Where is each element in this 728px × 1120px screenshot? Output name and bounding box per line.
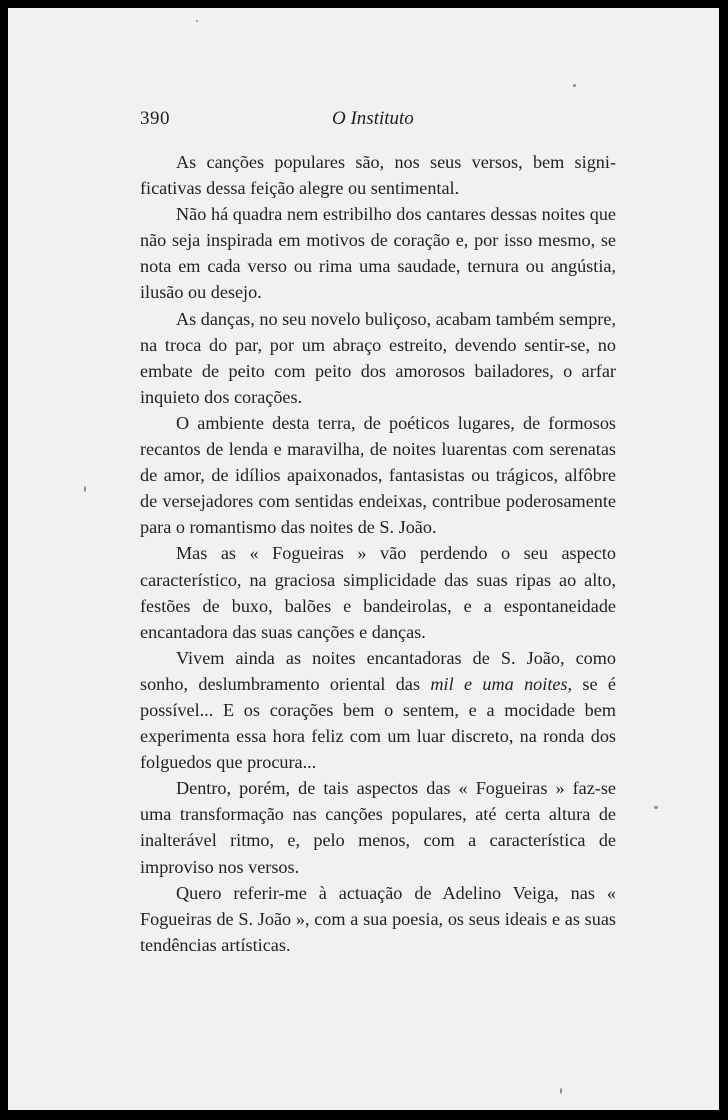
paragraph-6-after: se é possível... E os corações bem o sentem, e a mocidade bem experimenta essa hora feliz com um luar discreto, na ronda dos folguedos que procura... — [140, 673, 616, 773]
paragraph-4: O ambiente desta terra, de poéticos lugares, de formosos recantos de lenda e maravilha, de noites luarentas com serenatas de amor, de idílios apaixonados, fantasistas ou trágicos, alfôbre de versejadores com sentidas endeixas, contribue poderosamente para o romantismo das noites de S. João. — [140, 412, 616, 538]
scan-speck — [196, 20, 198, 22]
scan-speck — [84, 486, 86, 492]
scan-speck — [560, 1088, 562, 1094]
scan-speck — [654, 806, 658, 809]
paragraph-8: Quero referir-me à actuação de Adelino Veiga, nas « Fogueiras de S. João », com a sua poesia, os seus ideais e as suas tendências artísticas. — [140, 882, 616, 955]
body-text — [140, 149, 616, 958]
running-title: O Instituto — [332, 108, 414, 129]
paragraph-6-emphasis: mil e uma noites, — [430, 673, 573, 694]
scan-speck — [573, 84, 576, 87]
paragraph-6-before: Vivem ainda as noites encantadoras de S. João, como sonho, deslumbramento oriental das — [140, 647, 616, 694]
page-number: 390 — [140, 108, 170, 129]
book-page — [8, 8, 719, 1110]
paragraph-7: Dentro, porém, de tais aspectos das « Fogueiras » faz-se uma transformação nas canções populares, até certa altura de inalterável ritmo, e, pelo menos, com a característica de improviso nos versos. — [140, 778, 616, 877]
paragraph-2: Não há quadra nem estribilho dos cantares dessas noites que não seja inspirada em motivos de coração e, por isso mesmo, se nota em cada verso ou rima uma saudade, ternura ou angústia, ilusão ou desejo. — [140, 204, 616, 303]
page-header — [140, 108, 622, 140]
paragraph-5: Mas as « Fogueiras » vão perdendo o seu aspecto característico, na graciosa simplicidade das suas ripas ao alto, festões de buxo, balões e bandeirolas, e a espontaneidade encantadora das suas canções e danças. — [140, 543, 616, 642]
paragraph-1: As canções populares são, nos seus versos, bem significativas dessa feição alegre ou sentimental. — [140, 152, 616, 199]
paragraph-6 — [140, 645, 616, 775]
paragraph-3: As danças, no seu novelo buliçoso, acabam também sempre, na troca do par, por um abraço estreito, devendo sentir-se, no embate de peito com peito dos amorosos bailadores, o arfar inquieto dos corações. — [140, 308, 616, 407]
